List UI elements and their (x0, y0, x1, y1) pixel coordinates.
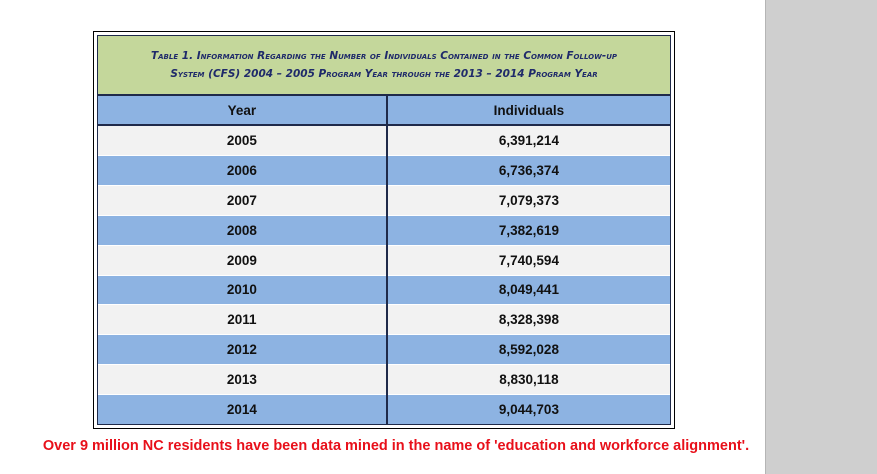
cell-individuals: 6,391,214 (387, 125, 670, 155)
cell-year: 2012 (98, 335, 387, 365)
cell-year: 2011 (98, 305, 387, 335)
cell-individuals: 8,592,028 (387, 335, 670, 365)
cell-individuals: 6,736,374 (387, 155, 670, 185)
table-header-row (98, 96, 670, 125)
header-individuals: Individuals (387, 96, 670, 125)
table-row (98, 305, 670, 335)
individuals-table (98, 96, 670, 424)
cell-year: 2013 (98, 365, 387, 395)
cell-individuals: 9,044,703 (387, 395, 670, 424)
cell-year: 2006 (98, 155, 387, 185)
table-row (98, 155, 670, 185)
viewer-gutter (765, 0, 877, 474)
table-row (98, 335, 670, 365)
cell-year: 2005 (98, 125, 387, 155)
caption-line-1: Table 1. Information Regarding the Number of Individuals Contained in the Common Follow-up (150, 50, 618, 63)
cell-individuals: 7,740,594 (387, 245, 670, 275)
table-row (98, 215, 670, 245)
cell-individuals: 7,382,619 (387, 215, 670, 245)
cell-individuals: 8,049,441 (387, 275, 670, 305)
cell-year: 2010 (98, 275, 387, 305)
cell-individuals: 8,830,118 (387, 365, 670, 395)
table-row (98, 185, 670, 215)
table-row (98, 245, 670, 275)
table-row (98, 125, 670, 155)
table-container (97, 35, 671, 425)
header-year: Year (98, 96, 387, 125)
table-row (98, 275, 670, 305)
cell-individuals: 7,079,373 (387, 185, 670, 215)
cell-year: 2014 (98, 395, 387, 424)
cell-year: 2009 (98, 245, 387, 275)
table-row (98, 365, 670, 395)
cell-year: 2008 (98, 215, 387, 245)
cell-year: 2007 (98, 185, 387, 215)
cell-individuals: 8,328,398 (387, 305, 670, 335)
table-caption (98, 36, 670, 96)
red-annotation-note: Over 9 million NC residents have been data mined in the name of 'education and workforce alignment'. (42, 438, 750, 454)
table-row (98, 395, 670, 424)
caption-line-2: System (CFS) 2004 – 2005 Program Year through the 2013 – 2014 Program Year (170, 68, 598, 81)
table-frame (93, 31, 675, 429)
